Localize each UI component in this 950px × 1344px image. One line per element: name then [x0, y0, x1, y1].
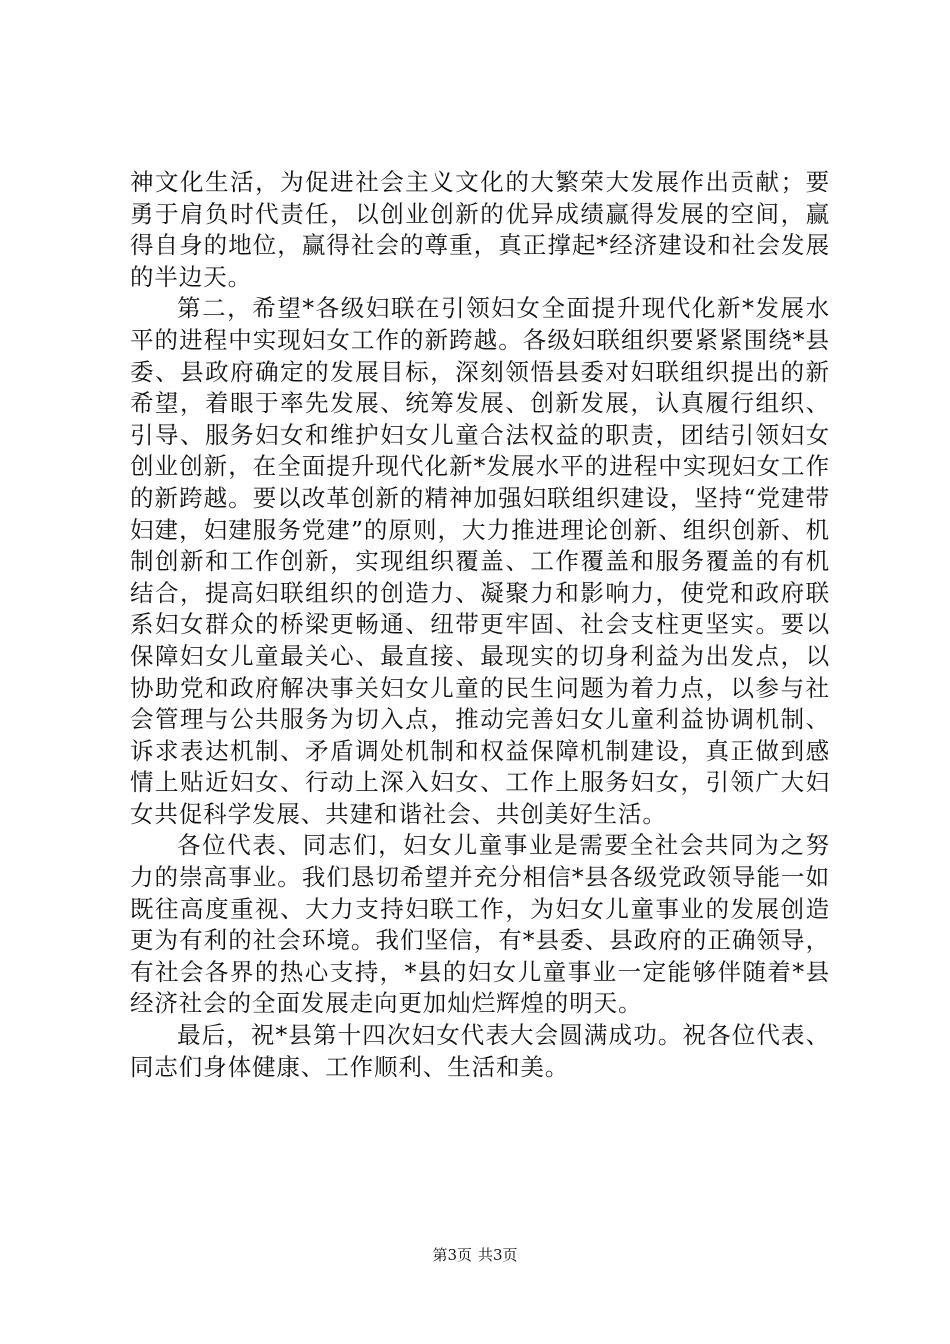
paragraph-delegates: 各位代表、同志们，妇女儿童事业是需要全社会共同为之努力的崇高事业。我们恳切希望并充分相信*县各级党政领导能一如既往高度重视、大力支持妇联工作，为妇女儿童事业的发展创造更为有利的社会环境。我们坚信，有*县委、县政府的正确领导，有社会各界的热心支持，*县的妇女儿童事业一定能够伴随着*县经济社会的全面发展走向更加灿烂辉煌的明天。 — [130, 831, 830, 1018]
page-total: 共3页 — [478, 1246, 518, 1264]
page-footer — [0, 1245, 950, 1265]
paragraph-closing: 最后，祝*县第十四次妇女代表大会圆满成功。祝各位代表、同志们身体健康、工作顺利、生活和美。 — [130, 1021, 830, 1081]
document-body — [130, 167, 830, 1083]
page-number: 第3页 — [432, 1246, 472, 1264]
paragraph-second-hope: 第二，希望*各级妇联在引领妇女全面提升现代化新*发展水平的进程中实现妇女工作的新跨越。各级妇联组织要紧紧围绕*县委、县政府确定的发展目标，深刻领悟县委对妇联组织提出的新希望，着眼于率先发展、统筹发展、创新发展，认真履行组织、引导、服务妇女和维护妇女儿童合法权益的职责，团结引领妇女创业创新，在全面提升现代化新*发展水平的进程中实现妇女工作的新跨越。要以改革创新的精神加强妇联组织建设，坚持“党建带妇建，妇建服务党建”的原则，大力推进理论创新、组织创新、机制创新和工作创新，实现组织覆盖、工作覆盖和服务覆盖的有机结合，提高妇联组织的创造力、凝聚力和影响力，使党和政府联系妇女群众的桥梁更畅通、纽带更牢固、社会支柱更坚实。要以保障妇女儿童最关心、最直接、最现实的切身利益为出发点，以协助党和政府解决事关妇女儿童的民生问题为着力点，以参与社会管理与公共服务为切入点，推动完善妇女儿童利益协调机制、诉求表达机制、矛盾调处机制和权益保障机制建设，真正做到感情上贴近妇女、行动上深入妇女、工作上服务妇女，引领广大妇女共促科学发展、共建和谐社会、共创美好生活。 — [130, 294, 830, 828]
paragraph-continuation: 神文化生活，为促进社会主义文化的大繁荣大发展作出贡献；要勇于肩负时代责任，以创业创新的优异成绩赢得发展的空间，赢得自身的地位，赢得社会的尊重，真正撑起*经济建设和社会发展的半边天。 — [130, 168, 830, 291]
